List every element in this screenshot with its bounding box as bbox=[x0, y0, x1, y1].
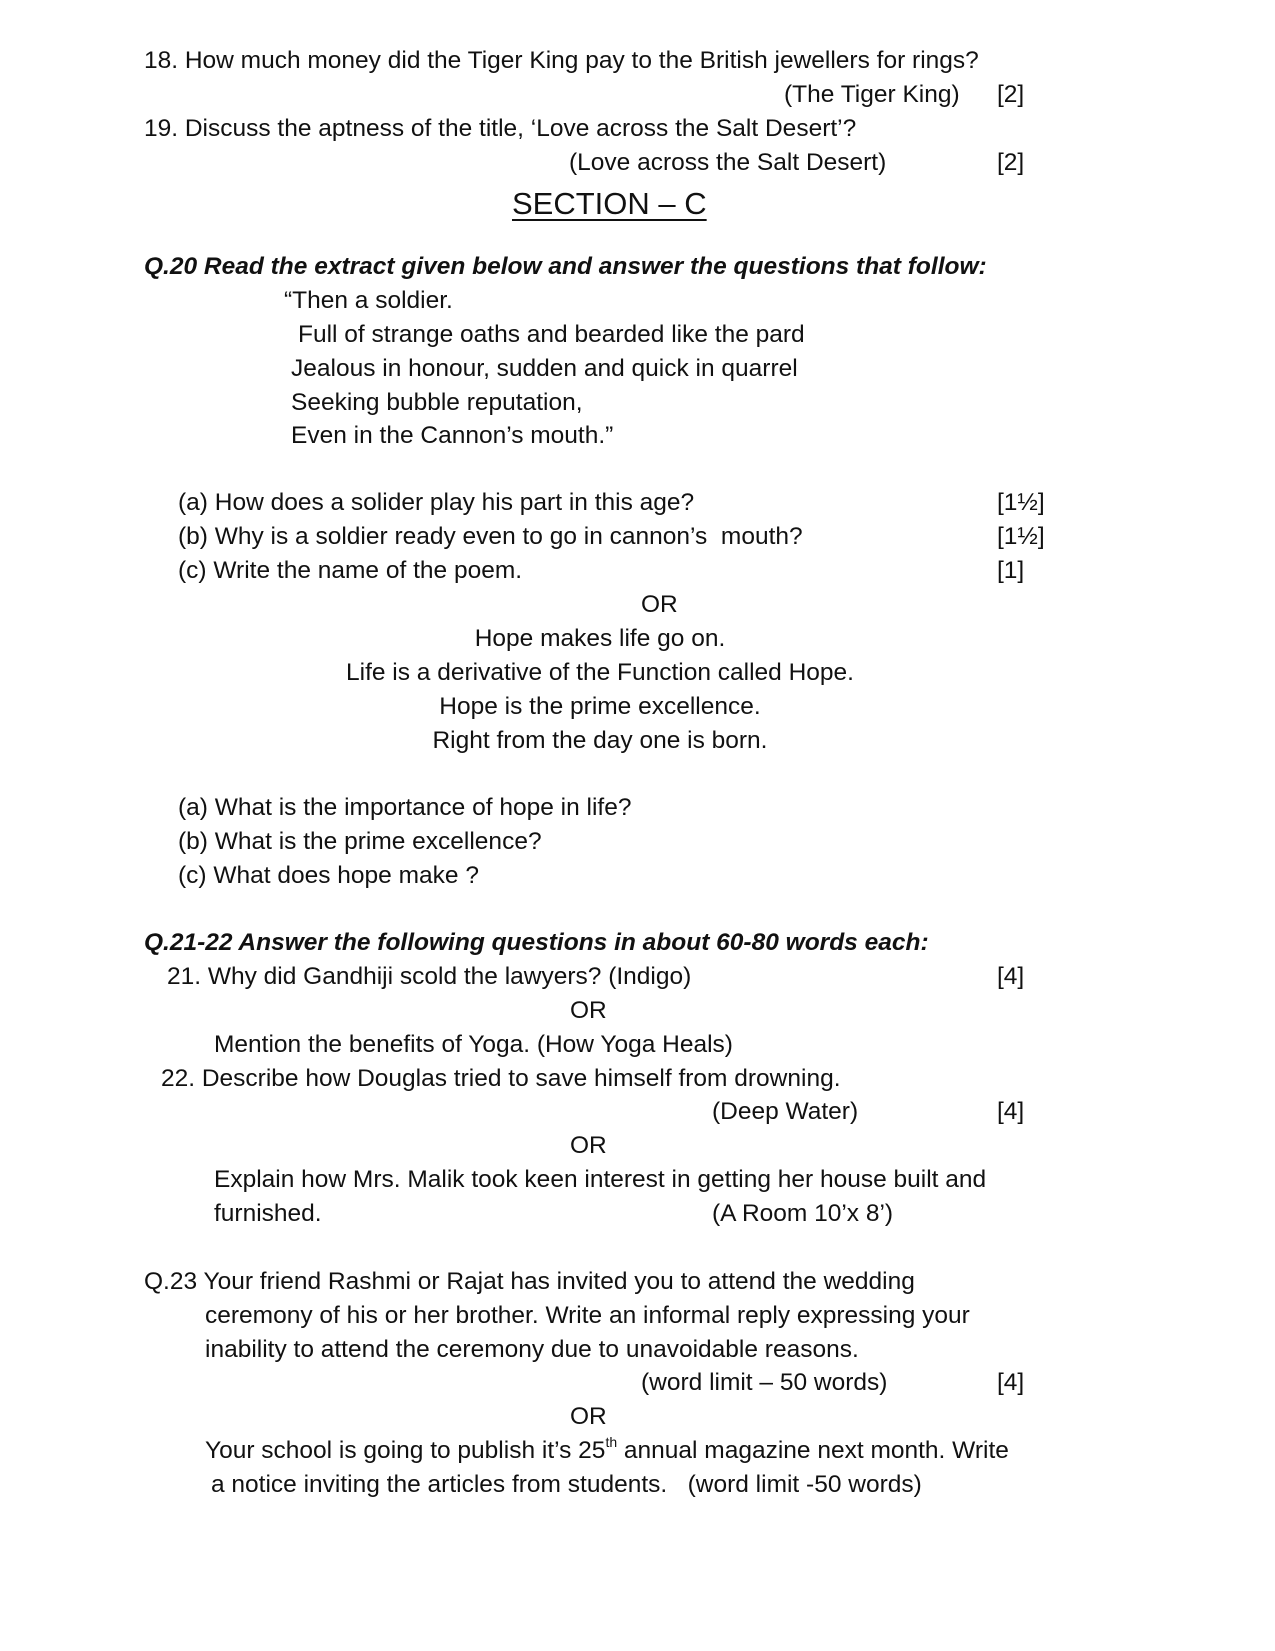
q21-marks: [4] bbox=[997, 963, 1025, 990]
q23-alt-question: a notice inviting the articles from students. (word limit -50 words) bbox=[211, 1471, 922, 1498]
q22-or: OR bbox=[570, 1132, 607, 1159]
q19-question: 19. Discuss the aptness of the title, ‘Love across the Salt Desert’? bbox=[144, 115, 857, 142]
q20-heading: Q.20 Read the extract given below and answer the questions that follow: bbox=[144, 253, 987, 280]
q20-alt-subquestion: (c) What does hope make ? bbox=[178, 862, 479, 889]
q23-question: ceremony of his or her brother. Write an informal reply expressing your bbox=[205, 1302, 970, 1329]
q18-question: 18. How much money did the Tiger King pay to the British jewellers for rings? bbox=[144, 47, 979, 74]
q21-question: 21. Why did Gandhiji scold the lawyers? (Indigo) bbox=[167, 963, 692, 990]
q23-or: OR bbox=[570, 1403, 607, 1430]
q20-extract-line: Jealous in honour, sudden and quick in quarrel bbox=[291, 355, 798, 382]
q23-word-limit: (word limit – 50 words) bbox=[641, 1369, 888, 1396]
q20-subquestion-marks: [1½] bbox=[997, 489, 1045, 516]
q22-source: (Deep Water) bbox=[712, 1098, 859, 1125]
q20-alt-extract-line: Life is a derivative of the Function called Hope. bbox=[346, 659, 854, 686]
q20-alt-subquestion: (b) What is the prime excellence? bbox=[178, 828, 542, 855]
q21-22-heading: Q.21-22 Answer the following questions in about 60-80 words each: bbox=[144, 929, 929, 956]
q23-marks: [4] bbox=[997, 1369, 1025, 1396]
q21-alt-question: Mention the benefits of Yoga. (How Yoga Heals) bbox=[214, 1031, 733, 1058]
q20-extract-line: “Then a soldier. bbox=[284, 287, 453, 314]
q20-extract-line: Full of strange oaths and bearded like the pard bbox=[298, 321, 805, 348]
q20-alt-extract-line: Hope makes life go on. bbox=[474, 625, 726, 652]
q19-marks: [2] bbox=[997, 149, 1025, 176]
q23-question: inability to attend the ceremony due to unavoidable reasons. bbox=[205, 1336, 859, 1363]
q23-alt-text: annual magazine next month. Write bbox=[617, 1437, 1009, 1464]
q23-alt-text: Your school is going to publish it’s 25 bbox=[205, 1437, 606, 1464]
q23-alt-question bbox=[205, 1434, 1009, 1468]
q20-subquestion: (b) Why is a soldier ready even to go in cannon’s mouth? bbox=[178, 523, 803, 550]
q22-marks: [4] bbox=[997, 1098, 1025, 1125]
q20-subquestion-marks: [1½] bbox=[997, 523, 1045, 550]
q18-source: (The Tiger King) bbox=[784, 81, 960, 108]
q22-alt-question: Explain how Mrs. Malik took keen interest in getting her house built and bbox=[214, 1166, 987, 1193]
q20-alt-extract-line: Right from the day one is born. bbox=[432, 727, 768, 754]
q22-alt-question: furnished. bbox=[214, 1200, 322, 1227]
q20-subquestion-marks: [1] bbox=[997, 557, 1025, 584]
section-c-heading: SECTION – C bbox=[512, 186, 707, 221]
q20-alt-subquestion: (a) What is the importance of hope in life? bbox=[178, 794, 632, 821]
q22-question: 22. Describe how Douglas tried to save himself from drowning. bbox=[161, 1065, 841, 1092]
q22-alt-source: (A Room 10’x 8’) bbox=[712, 1200, 894, 1227]
q21-or: OR bbox=[570, 997, 607, 1024]
q20-subquestion: (a) How does a solider play his part in this age? bbox=[178, 489, 695, 516]
q20-extract-line: Seeking bubble reputation, bbox=[291, 389, 583, 416]
q23-alt-ordinal: th bbox=[605, 1434, 618, 1450]
q19-source: (Love across the Salt Desert) bbox=[569, 149, 887, 176]
q20-or: OR bbox=[641, 591, 678, 618]
q23-question: Q.23 Your friend Rashmi or Rajat has invited you to attend the wedding bbox=[144, 1268, 915, 1295]
q20-subquestion: (c) Write the name of the poem. bbox=[178, 557, 523, 584]
q20-extract-line: Even in the Cannon’s mouth.” bbox=[291, 422, 614, 449]
q20-alt-extract-line: Hope is the prime excellence. bbox=[439, 693, 761, 720]
q18-marks: [2] bbox=[997, 81, 1025, 108]
